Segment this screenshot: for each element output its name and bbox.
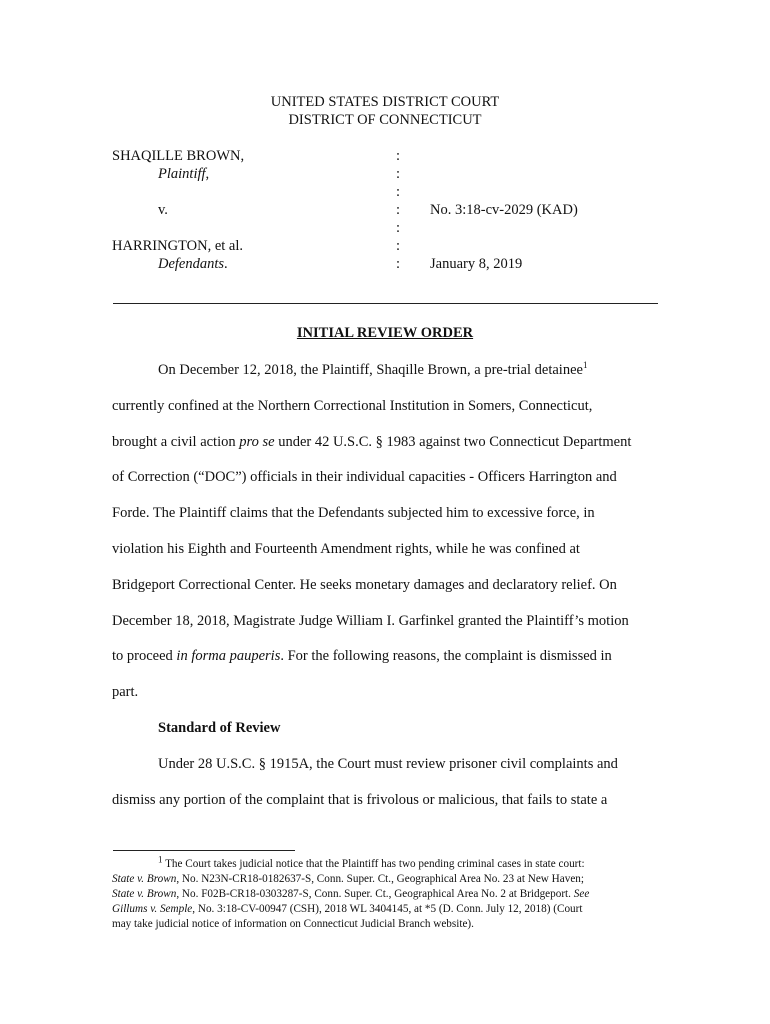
caption-colon: : [396,220,401,236]
footnote-line: $^1$ The Court takes judicial notice that the Plaintiff has two pending criminal cases in state court: [158,854,585,870]
body-line: Under 28 U.S.C. § 1915A, the Court must review prisoner civil complaints and [158,756,618,772]
caption-colon: : [396,184,401,200]
versus: v. [158,202,168,218]
body-line: violation his Eighth and Fourteenth Amendment rights, while he was confined at [112,541,580,557]
caption-colon: : [396,238,401,254]
case-number: No. 3:18-cv-2029 (KAD) [430,202,578,218]
footnote-line: State v. Brown, No. N23N-CR18-0182637-S, Conn. Super. Ct., Geographical Area No. 23 at New Haven; [112,873,584,885]
caption-colon: : [396,148,401,164]
footnote-ref: 1 [582,360,588,371]
body-line: December 18, 2018, Magistrate Judge William I. Garfinkel granted the Plaintiff’s motion [112,613,629,629]
defendant-role: Defendants. [158,256,228,272]
footnote-line: may take judicial notice of information on Connecticut Judicial Branch website). [112,918,474,930]
court-district: DISTRICT OF CONNECTICUT [288,112,482,128]
document-title: INITIAL REVIEW ORDER [296,325,474,341]
footnote-line: State v. Brown, No. F02B-CR18-0303287-S, Conn. Super. Ct., Geographical Area No. 2 at Bridgeport. See [112,888,590,900]
body-line: On December 12, 2018, the Plaintiff, Shaqille Brown, a pre-trial detainee$^1$ [158,360,588,378]
body-line: brought a civil action pro se under 42 U.S.C. § 1983 against two Connecticut Department [112,434,632,450]
caption-colon: : [396,256,401,272]
caption-divider [113,303,658,304]
caption-colon: : [396,166,401,182]
court-name: UNITED STATES DISTRICT COURT [270,94,500,110]
body-line: Forde. The Plaintiff claims that the Defendants subjected him to excessive force, in [112,505,595,521]
body-line: dismiss any portion of the complaint that is frivolous or malicious, that fails to state a [112,792,608,808]
defendant-name: HARRINGTON, et al. [112,238,244,254]
body-line: of Correction (“DOC”) officials in their individual capacities - Officers Harrington and [112,469,617,485]
plaintiff-name: SHAQILLE BROWN, [112,148,245,164]
footnote-divider [113,850,295,851]
order-date: January 8, 2019 [430,256,523,272]
plaintiff-role: Plaintiff, [158,166,210,182]
section-heading: Standard of Review [158,720,281,736]
body-line: currently confined at the Northern Correctional Institution in Somers, Connecticut, [112,398,593,414]
body-line: to proceed in forma pauperis. For the following reasons, the complaint is dismissed in [112,648,612,664]
body-line: Bridgeport Correctional Center. He seeks monetary damages and declaratory relief. On [112,577,617,593]
caption-colon: : [396,202,401,218]
body-line: part. [112,684,139,700]
footnote-line: Gillums v. Semple, No. 3:18-CV-00947 (CSH), 2018 WL 3404145, at *5 (D. Conn. July 12, 2018) (Court [112,903,583,915]
